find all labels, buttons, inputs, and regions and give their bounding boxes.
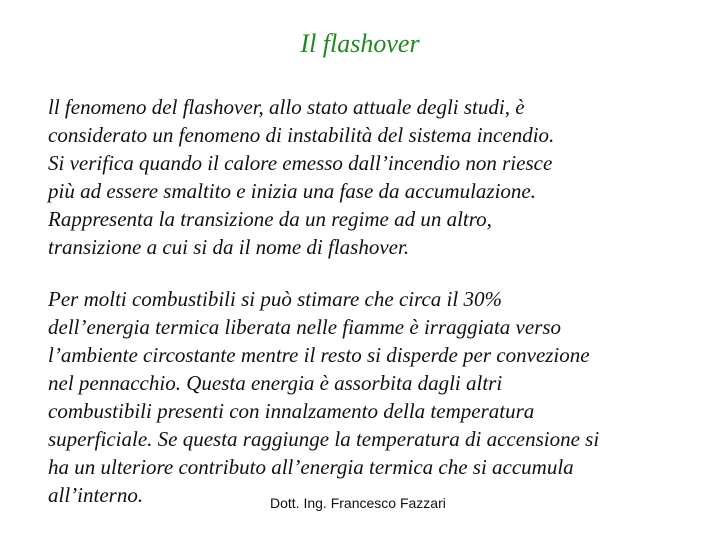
text-line: superficiale. Se questa raggiunge la temperatura di accensione si xyxy=(48,427,600,451)
text-line: transizione a cui si da il nome di flashover. xyxy=(48,235,410,259)
text-line: all’interno. xyxy=(48,483,144,507)
text-line: combustibili presenti con innalzamento della temperatura xyxy=(48,399,535,423)
paragraph-radiant-energy xyxy=(48,285,708,509)
text-line: considerato un fenomeno di instabilità del sistema incendio. xyxy=(48,123,555,147)
text-line: ll fenomeno del flashover, allo stato attuale degli studi, è xyxy=(48,95,525,119)
text-line: Per molti combustibili si può stimare che circa il 30% xyxy=(48,287,502,311)
text-line: ha un ulteriore contributo all’energia termica che si accumula xyxy=(48,455,574,479)
text-line: Rappresenta la transizione da un regime ad un altro, xyxy=(48,207,492,231)
text-line: dell’energia termica liberata nelle fiamme è irraggiata verso xyxy=(48,315,562,339)
author-footer: Dott. Ing. Francesco Fazzari xyxy=(270,495,446,511)
text-line: Si verifica quando il calore emesso dall’incendio non riesce xyxy=(48,151,553,175)
text-line: l’ambiente circostante mentre il resto si disperde per convezione xyxy=(48,343,590,367)
text-line: nel pennacchio. Questa energia è assorbita dagli altri xyxy=(48,371,503,395)
paragraph-flashover-definition xyxy=(48,93,708,261)
text-line: più ad essere smaltito e inizia una fase da accumulazione. xyxy=(48,179,537,203)
slide-title: Il flashover xyxy=(300,29,420,58)
